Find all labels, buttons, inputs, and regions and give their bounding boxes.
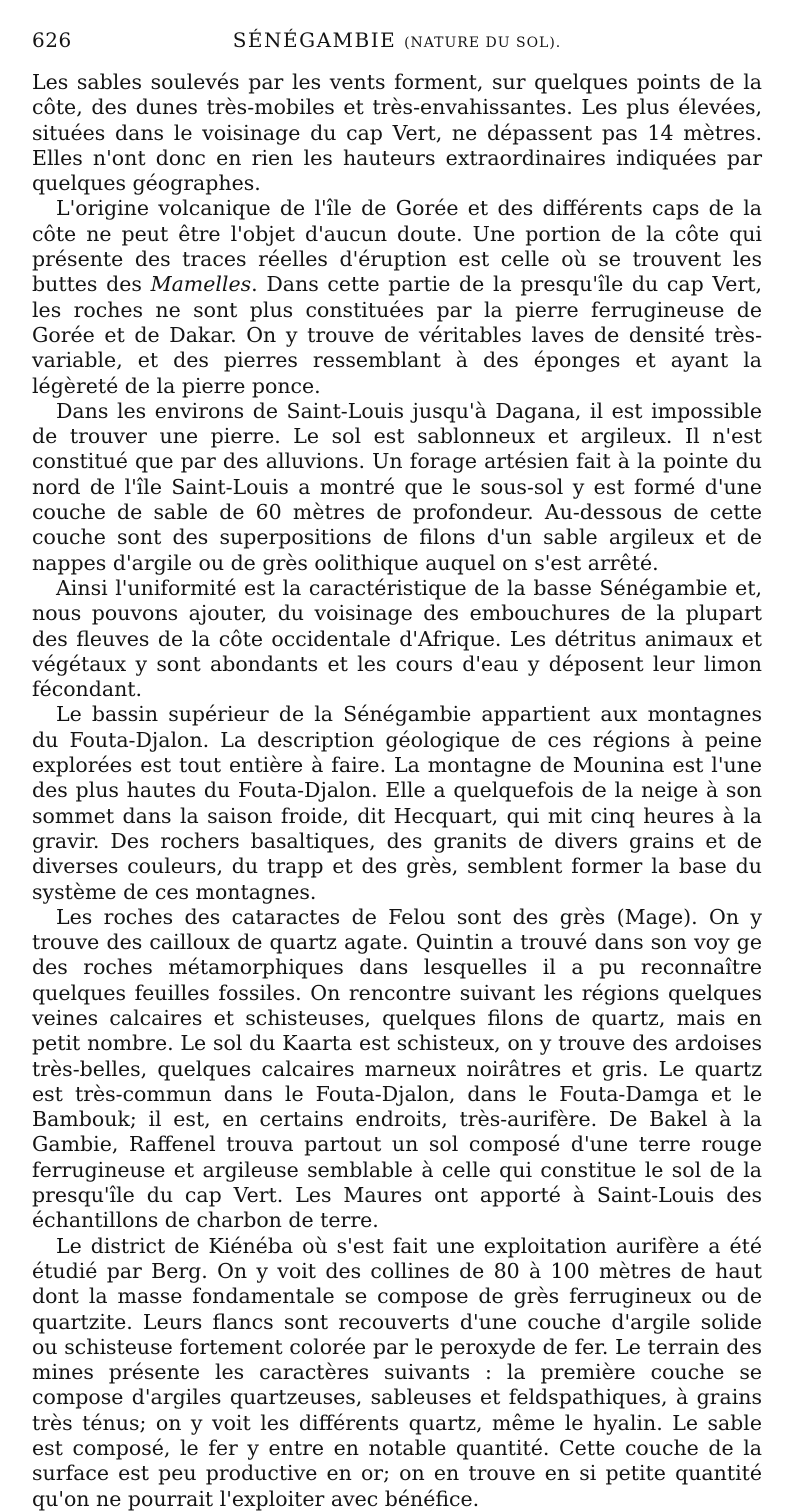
paragraph: Les sables soulevés par les vents forment, sur quelques points de la côte, des dunes très-mobiles et très-envahissantes. Les plus élevées, situées dans le voisinage du cap Vert, ne dépassent pas 14 mètres. Elles n'ont donc en rien les hauteurs extraordinaires indiquées par quelques géographes.	[32, 70, 762, 196]
paragraph: Le district de Kiénéba où s'est fait une exploitation aurifère a été étudié par Berg. On y voit des collines de 80 à 100 mètres de haut dont la masse fondamentale se compose de grès ferrugineux ou de quartzite. Leurs flancs sont recouverts d'une couche d'argile solide ou schisteuse fortement colorée par le peroxyde de fer. Le terrain des mines présente les caractères suivants : la première couche se compose d'argiles quartzeuses, sableuses et feldspathiques, à grains très ténus; on y voit les différents quartz, même le hyalin. Le sable est composé, le fer y entre en notable quantité. Cette couche de la surface est peu productive en or; on en trouve en si petite quantité qu'on ne pourrait l'exploiter avec bénéfice.	[32, 1233, 762, 1511]
paragraph: Le bassin supérieur de la Sénégambie appartient aux montagnes du Fouta-Djalon. La description géologique de ces régions à peine explorées est tout entière à faire. La montagne de Mounina est l'une des plus hautes du Fouta-Djalon. Elle a quelquefois de la neige à son sommet dans la saison froide, dit Hecquart, qui mit cinq heures à la gravir. Des rochers basaltiques, des granits de divers grains et de diverses couleurs, du trapp et des grès, semblent former la base du système de ces montagnes.	[32, 702, 762, 904]
italic-term: Mamelles	[150, 272, 252, 297]
paragraph-text: . Dans cette partie de la presqu'île du cap Vert, les roches ne sont plus constituées par la pierre ferrugineuse de Gorée et de Dakar. On y trouve de véritables laves de densité très-variable, et des pierres ressemblant à des éponges et ayant la légèreté de la pierre ponce.	[32, 272, 762, 398]
paragraph: Les roches des cataractes de Felou sont des grès (Mage). On y trouve des cailloux de quartz agate. Quintin a trouvé dans son voy ge des roches métamorphiques dans lesquelles il a pu reconnaître quelques feuilles fossiles. On rencontre suivant les régions quelques veines calcaires et schisteuses, quelques filons de quartz, mais en petit nombre. Le sol du Kaarta est schisteux, on y trouve des ardoises très-belles, quelques calcaires marneux noirâtres et gris. Le quartz est très-commun dans le Fouta-Djalon, dans le Fouta-Damga et le Bambouk; il est, en certains endroits, très-aurifère. De Bakel à la Gambie, Raffenel trouva partout un sol composé d'une terre rouge ferrugineuse et argileuse semblable à celle qui constitue le sol de la presqu'île du cap Vert. Les Maures ont apporté à Saint-Louis des échantillons de charbon de terre.	[32, 904, 762, 1233]
paragraph	[32, 196, 762, 398]
running-subtitle: (NATURE DU SOL).	[404, 35, 562, 51]
paragraph: Dans les environs de Saint-Louis jusqu'à Dagana, il est impossible de trouver une pierre. Le sol est sablonneux et argileux. Il n'est constitué que par des alluvions. Un forage artésien fait à la pointe du nord de l'île Saint-Louis a montré que le sous-sol y est formé d'une couche de sable de 60 mètres de profondeur. Au-dessous de cette couche sont des superpositions de filons d'un sable argileux et de nappes d'argile ou de grès oolithique auquel on s'est arrêté.	[32, 398, 762, 575]
page-number: 626	[32, 28, 72, 52]
running-title: SÉNÉGAMBIE	[232, 28, 397, 52]
paragraph: Ainsi l'uniformité est la caractéristique de la basse Sénégambie et, nous pouvons ajouter, du voisinage des embouchures de la plupart des fleuves de la côte occidentale d'Afrique. Les détritus animaux et végétaux y sont abondants et les cours d'eau y déposent leur limon fécondant.	[32, 575, 762, 702]
page-header	[32, 28, 762, 62]
running-head	[32, 28, 762, 52]
paragraph-text: L'origine volcanique de l'île de Gorée et des différents caps de la côte ne peut être l'objet d'aucun doute. Une portion de la côte qui présente des traces réelles d'éruption est celle où se trouvent les buttes des	[32, 196, 762, 297]
body-text	[32, 70, 762, 1512]
book-page	[32, 28, 762, 1512]
